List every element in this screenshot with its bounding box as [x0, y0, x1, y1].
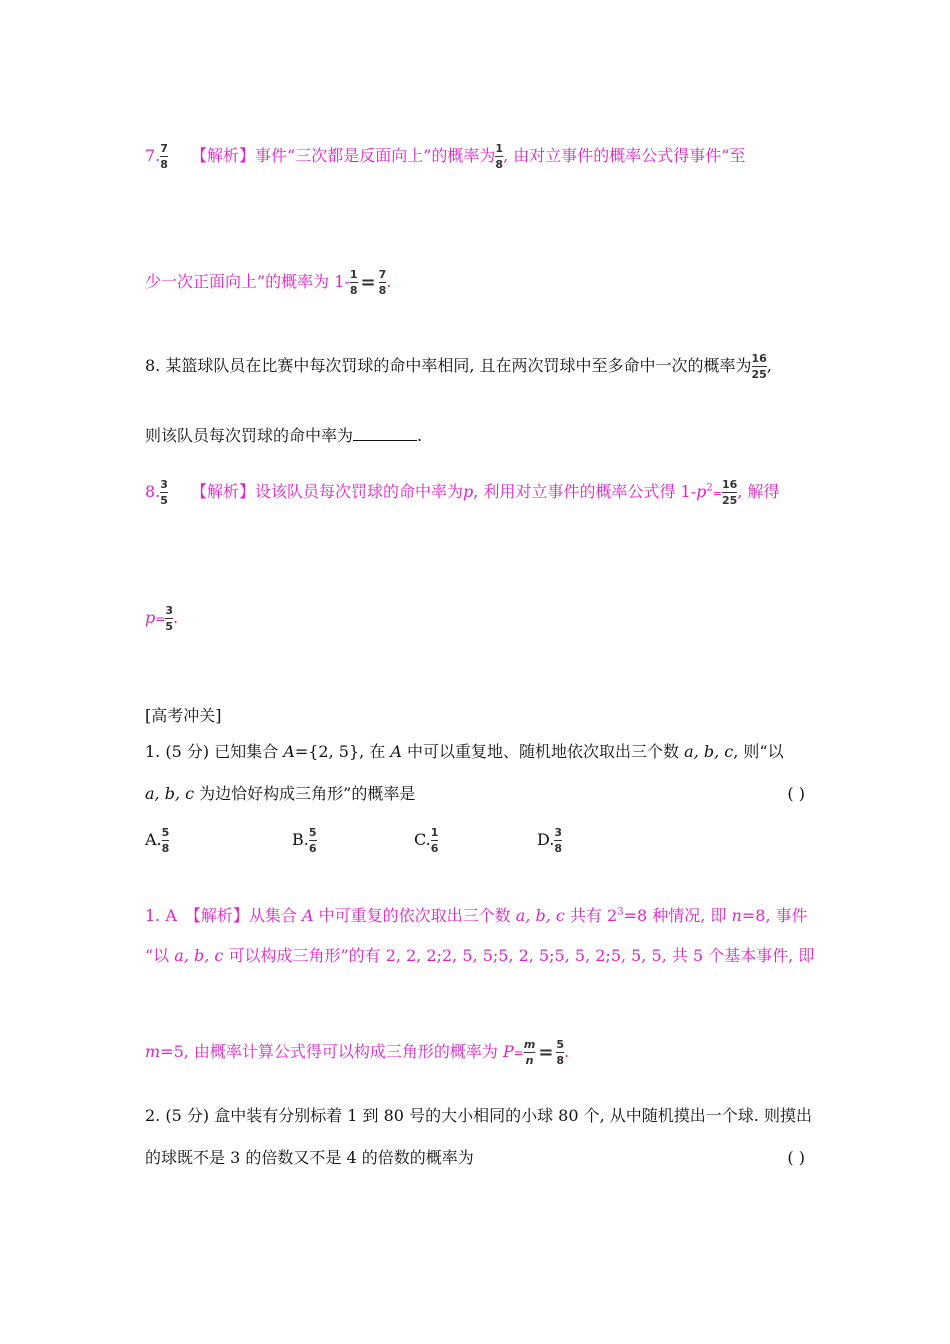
fraction: $\frac{16}{25}$ — [751, 352, 767, 381]
analysis-text: 设该队员每次罚球的命中率为 — [255, 482, 464, 501]
analysis-text: 中可重复的依次取出三个数 — [313, 906, 516, 925]
fraction: $\frac{1}{8}$ — [495, 142, 504, 171]
analysis-text: =5, 由概率计算公式得可以构成三角形的概率为 — [160, 1042, 504, 1061]
question-8-line2 — [145, 426, 422, 446]
question-text: ={2, 5}, 在 — [294, 742, 391, 761]
comma: , — [766, 356, 772, 375]
answer-fraction: $\frac{3}{5}$ — [160, 478, 168, 507]
analysis-text: 从集合 — [248, 906, 303, 925]
period: . — [417, 426, 423, 445]
analysis-text: 事件“三次都是反面向上”的概率为 — [255, 146, 496, 165]
option-c[interactable] — [414, 826, 438, 855]
equals-sign: = — [513, 1046, 524, 1060]
option-fraction: $\frac{5}{6}$ — [308, 826, 317, 855]
question-text: 8. 某篮球队员在比赛中每次罚球的命中率相同, 且在两次罚球中至多命中一次的概率为 — [145, 356, 752, 375]
analysis-text: , 利用对立事件的概率公式得 1- — [473, 482, 697, 501]
analysis-text: 可以构成三角形”的有 2, 2, 2;2, 5, 5;5, 2, 5;5, 5, 2;5, 5, 5, 共 5 个基本事件, 即 — [223, 946, 815, 965]
option-d[interactable] — [537, 826, 562, 855]
answer-8-line1 — [145, 478, 780, 507]
question-2-line1: 2. (5 分) 盒中装有分别标着 1 到 80 号的大小相同的小球 80 个, 从中随机摸出一个球. 则摸出 — [145, 1106, 812, 1125]
period: . — [564, 1042, 570, 1061]
question-1-line1 — [145, 742, 784, 762]
variable-p: p — [463, 482, 474, 501]
analysis-text: 少一次正面向上”的概率为 1- — [145, 272, 350, 291]
question-2-line2 — [145, 1148, 805, 1168]
section-heading: [高考冲关] — [145, 706, 222, 725]
period: . — [386, 272, 392, 291]
answer-8-line2 — [145, 604, 178, 633]
option-fraction: $\frac{5}{8}$ — [161, 826, 170, 855]
fraction: $\frac{16}{25}$ — [722, 478, 738, 507]
fraction: $\frac{m}{n}$ — [523, 1038, 536, 1067]
option-fraction: $\frac{1}{6}$ — [430, 826, 439, 855]
option-a[interactable] — [145, 826, 169, 855]
analysis-tag: 【解析】 — [192, 906, 249, 925]
variable-A: A — [302, 906, 314, 925]
variables-abc: a, b, c — [684, 742, 734, 761]
question-text: 则该队员每次罚球的命中率为 — [145, 426, 354, 445]
option-b[interactable] — [292, 826, 317, 855]
question-text: 为边恰好构成三角形”的概率是 — [194, 784, 416, 803]
answer-number: 7. — [145, 146, 161, 165]
fraction: $\frac{7}{8}$ — [378, 268, 387, 297]
answer-7-line1 — [145, 142, 745, 171]
answer-1-line3 — [145, 1038, 569, 1067]
analysis-tag: 【解析】 — [191, 146, 256, 165]
equals-sign: = — [712, 487, 722, 500]
fraction: $\frac{3}{5}$ — [165, 604, 173, 633]
answer-blank[interactable] — [353, 426, 417, 441]
answer-parentheses[interactable]: ( ) — [787, 1148, 805, 1167]
question-1-line2 — [145, 784, 805, 804]
analysis-tag: 【解析】 — [191, 482, 256, 501]
option-fraction: $\frac{3}{8}$ — [554, 826, 562, 855]
variables-abc: a, b, c — [515, 906, 565, 925]
answer-fraction: $\frac{7}{8}$ — [160, 142, 168, 171]
question-text: 中可以重复地、随机地依次取出三个数 — [401, 742, 685, 761]
option-label: C. — [414, 830, 431, 849]
analysis-text: =8 种情况, 即 — [623, 906, 732, 925]
variable-P: P — [503, 1042, 514, 1061]
variables-abc: a, b, c — [145, 784, 195, 803]
equals-sign: = — [538, 1041, 554, 1063]
variable-n: n — [731, 906, 742, 925]
analysis-text: “以 — [145, 946, 175, 965]
variable-A: A — [390, 742, 402, 761]
option-label: B. — [292, 830, 309, 849]
question-text: 1. (5 分) 已知集合 — [145, 742, 284, 761]
option-label: D. — [537, 830, 555, 849]
variable-A: A — [283, 742, 295, 761]
exponent: 3 — [617, 906, 624, 918]
answer-number: 8. — [145, 482, 161, 501]
fraction: $\frac{1}{8}$ — [349, 268, 358, 297]
answer-parentheses[interactable]: ( ) — [787, 784, 805, 803]
exponent: 2 — [706, 482, 713, 494]
answer-7-line2 — [145, 268, 391, 297]
equals-sign: = — [360, 271, 376, 293]
analysis-text: =8, 事件 — [741, 906, 808, 925]
analysis-text: , 解得 — [737, 482, 780, 501]
fraction: $\frac{5}{8}$ — [556, 1038, 565, 1067]
question-8-line1 — [145, 352, 772, 381]
option-label: A. — [145, 830, 162, 849]
analysis-text: , 由对立事件的概率公式得事件“至 — [503, 146, 746, 165]
answer-1-line2 — [145, 946, 814, 966]
variables-abc: a, b, c — [174, 946, 224, 965]
question-text: 的球既不是 3 的倍数又不是 4 的倍数的概率为 — [145, 1148, 474, 1167]
equals-sign: = — [155, 612, 166, 626]
period: . — [172, 608, 179, 627]
answer-1-line1 — [145, 906, 808, 926]
variable-p: p — [145, 608, 156, 627]
analysis-text: 共有 2 — [564, 906, 618, 925]
variable-p: p — [696, 482, 707, 501]
variable-m: m — [145, 1042, 161, 1061]
answer-number: 1. A — [145, 906, 193, 925]
question-text: , 则“以 — [733, 742, 784, 761]
